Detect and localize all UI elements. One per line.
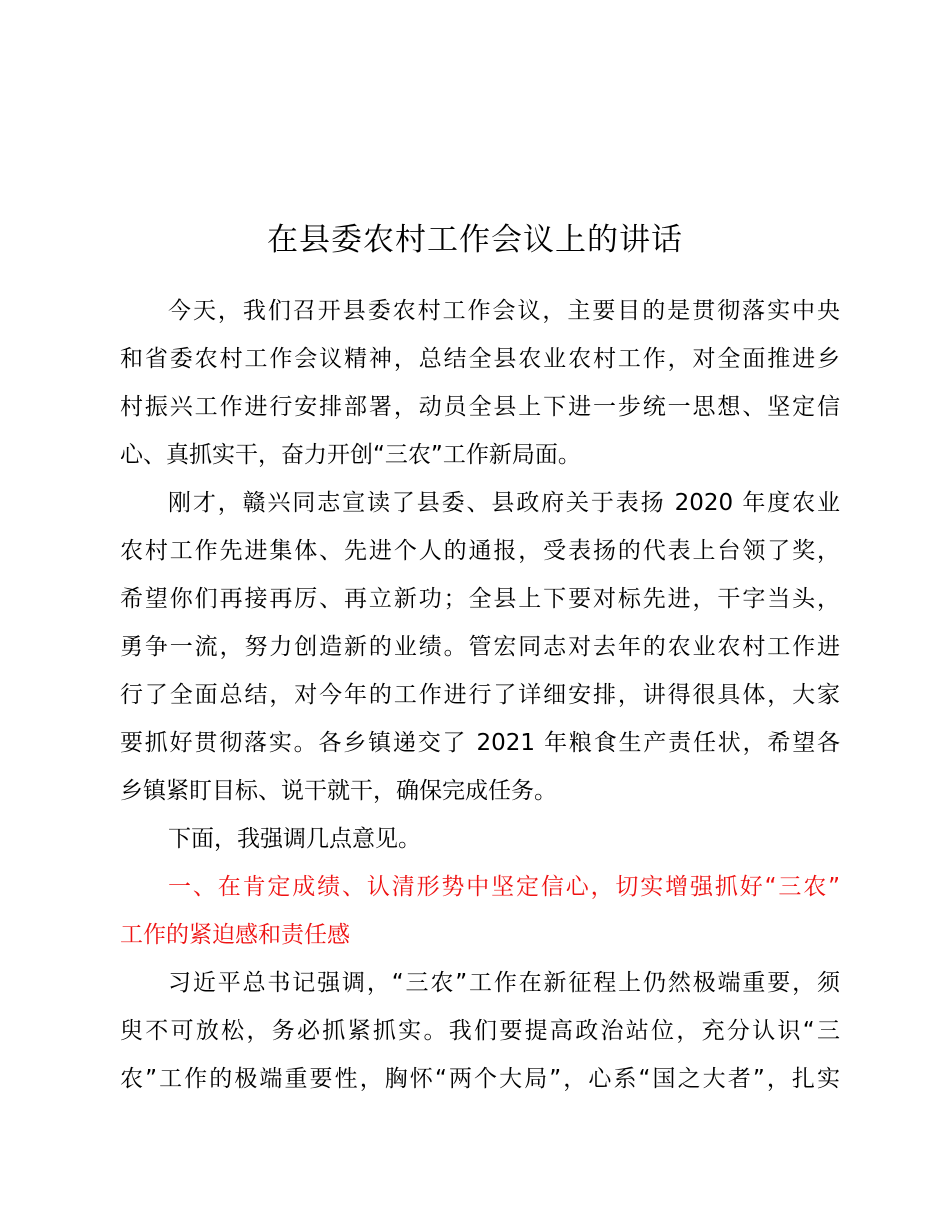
paragraph-line: 勇争一流，努力创造新的业绩。管宏同志对去年的农业农村工作进 [120,634,840,660]
paragraph-line: 农”工作的极端重要性，胸怀“两个大局”，心系“国之大者”，扎实 [120,1066,840,1092]
document-title: 在县委农村工作会议上的讲话 [267,222,683,258]
paragraph-line: 心、真抓实干，奋力开创“三农”工作新局面。 [120,442,581,468]
paragraph-line: 行了全面总结，对今年的工作进行了详细安排，讲得很具体，大家 [120,682,840,708]
paragraph-line: 希望你们再接再厉、再立新功；全县上下要对标先进，干字当头， [120,586,840,612]
paragraph-line: 下面，我强调几点意见。 [168,826,421,852]
paragraph-line: 今天，我们召开县委农村工作会议，主要目的是贯彻落实中央 [168,298,840,324]
paragraph-line: 刚才，赣兴同志宣读了县委、县政府关于表扬 2020 年度农业 [168,490,840,516]
paragraph-line: 要抓好贯彻落实。各乡镇递交了 2021 年粮食生产责任状，希望各 [120,730,840,756]
paragraph-line: 村振兴工作进行安排部署，动员全县上下进一步统一思想、坚定信 [120,394,840,420]
paragraph-line: 乡镇紧盯目标、说干就干，确保完成任务。 [120,778,557,804]
paragraph-line: 臾不可放松，务必抓紧抓实。我们要提高政治站位，充分认识“三 [120,1018,840,1044]
section-heading-line: 工作的紧迫感和责任感 [120,922,350,948]
section-heading-line: 一、在肯定成绩、认清形势中坚定信心，切实增强抓好“三农” [168,874,840,900]
paragraph-line: 农村工作先进集体、先进个人的通报，受表扬的代表上台领了奖， [120,538,840,564]
paragraph-line: 习近平总书记强调，“三农”工作在新征程上仍然极端重要，须 [168,970,840,996]
paragraph-line: 和省委农村工作会议精神，总结全县农业农村工作，对全面推进乡 [120,346,840,372]
